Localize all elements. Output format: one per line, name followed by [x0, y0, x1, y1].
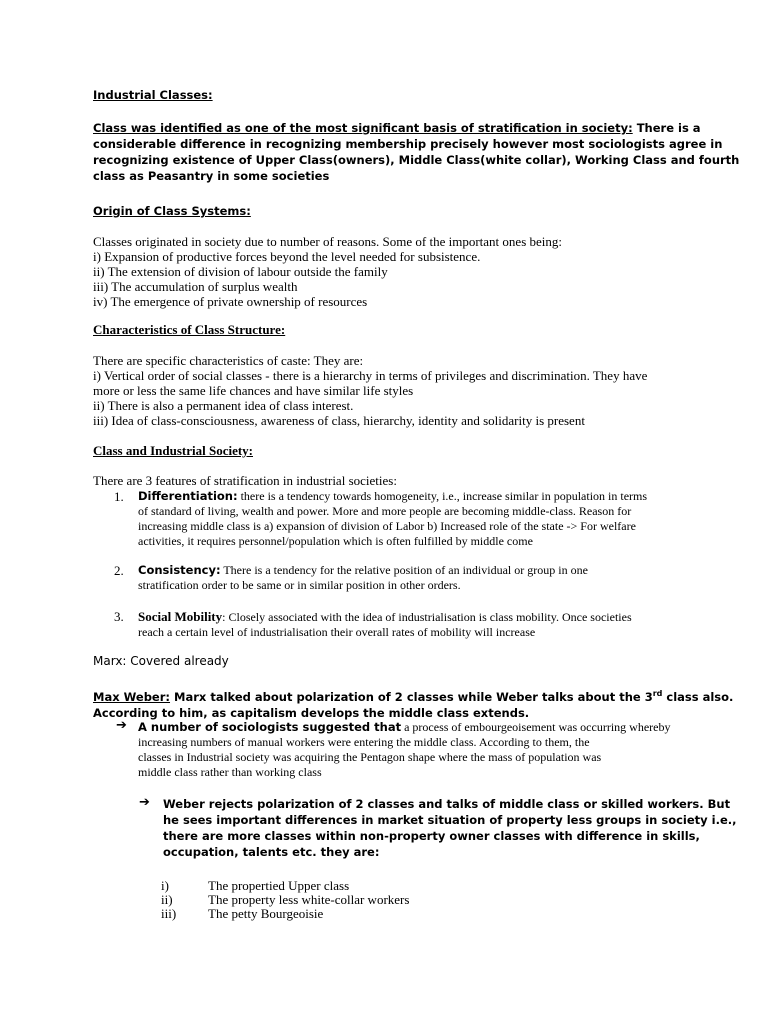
list-item-line: activities, it requires personnel/population which is often fulfilled by middle come	[138, 534, 533, 548]
list-item-line: reach a certain level of industrialisation their overall rates of mobility will increase	[138, 625, 536, 639]
text-span: : Closely associated with the idea of industrialisation is class mobility. Once societies	[222, 610, 632, 624]
paragraph-line: iii) The accumulation of surplus wealth	[93, 279, 298, 294]
roman-number: iii)	[161, 906, 177, 921]
text-span: a process of embourgeoisement was occurring whereby	[401, 720, 671, 734]
superscript: rd	[652, 689, 663, 698]
paragraph-line: he sees important differences in market situation of property less groups in society i.e.,	[163, 813, 737, 827]
paragraph-line: class as Peasantry in some societies	[93, 169, 330, 183]
paragraph-line: iv) The emergence of private ownership of resources	[93, 294, 368, 309]
list-item-text: The property less white-collar workers	[208, 892, 410, 907]
paragraph-line: iii) Idea of class-consciousness, awareness of class, hierarchy, identity and solidarity is present	[93, 413, 585, 428]
paragraph-line: Weber rejects polarization of 2 classes and talks of middle class or skilled workers. But	[163, 797, 731, 811]
list-item-text: The petty Bourgeoisie	[208, 906, 324, 921]
arrow-item-1	[138, 720, 698, 780]
paragraph-characteristics	[93, 353, 693, 428]
list-number: 1.	[114, 489, 124, 504]
heading-class-industrial-society: Class and Industrial Society:	[93, 443, 253, 458]
paragraph-line: i) Vertical order of social classes - there is a hierarchy in terms of privileges and discrimination. They have	[93, 368, 648, 383]
marx-line: Marx: Covered already	[93, 654, 229, 668]
text-span: There is a tendency for the relative position of an individual or group in one	[220, 563, 588, 577]
paragraph-line: ii) There is also a permanent idea of class interest.	[93, 398, 354, 413]
weber-label: Max Weber:	[93, 689, 171, 704]
arrow-right-icon: ➔	[139, 795, 150, 810]
list-item-line: middle class rather than working class	[138, 765, 322, 779]
term: Social Mobility	[138, 609, 223, 624]
list-number: 3.	[114, 609, 124, 624]
paragraph-line: there are more classes within non-property owner classes with difference in skills,	[163, 829, 700, 843]
term: Consistency:	[138, 563, 221, 577]
list-item-social-mobility	[138, 609, 698, 640]
paragraph-origin	[93, 234, 693, 309]
arrow-right-icon: ➔	[116, 718, 127, 733]
lead-underlined: Class was identified as one of the most significant basis of stratification in society:	[93, 121, 633, 135]
paragraph-industrial-classes	[93, 120, 740, 184]
paragraph-weber	[93, 686, 733, 721]
paragraph-line: occupation, talents etc. they are:	[163, 845, 380, 859]
paragraph-intro: There are 3 features of stratification in industrial societies:	[93, 473, 397, 488]
paragraph-line	[93, 120, 713, 136]
heading-industrial-classes: Industrial Classes:	[93, 88, 213, 102]
paragraph-line: recognizing existence of Upper Class(owners), Middle Class(white collar), Working Class and fourth	[93, 153, 740, 167]
paragraph-line: considerable difference in recognizing membership precisely however most sociologists agree in	[93, 137, 723, 151]
arrow-item-2	[163, 796, 737, 860]
paragraph-line: ii) The extension of division of labour outside the family	[93, 264, 388, 279]
text-span: There is a	[632, 121, 701, 135]
paragraph-line: more or less the same life chances and have similar life styles	[93, 383, 414, 398]
list-item-line: stratification order to be same or in similar position in other orders.	[138, 578, 461, 592]
paragraph-line: i) Expansion of productive forces beyond the level needed for subsistence.	[93, 249, 481, 264]
paragraph-line: Classes originated in society due to number of reasons. Some of the important ones being:	[93, 234, 562, 249]
text-span: Marx talked about polarization of 2 classes while Weber talks about the 3	[170, 689, 653, 704]
term: Differentiation:	[138, 489, 238, 503]
roman-number: ii)	[161, 892, 173, 907]
heading-characteristics: Characteristics of Class Structure:	[93, 322, 286, 337]
list-item-text: The propertied Upper class	[208, 878, 350, 893]
paragraph-line: There are specific characteristics of caste: They are:	[93, 353, 364, 368]
heading-origin-class-systems: Origin of Class Systems:	[93, 204, 251, 218]
list-item-line: of standard of living, wealth and power. More and more people are becoming middle-class. Reason for	[138, 504, 632, 518]
lead-text: A number of sociologists suggested that	[138, 720, 402, 734]
roman-number: i)	[161, 878, 169, 893]
list-item-consistency	[138, 563, 698, 593]
list-item-line: increasing numbers of manual workers were entering the middle class. According to them, the	[138, 735, 590, 749]
text-span: class also.	[662, 689, 734, 704]
paragraph-line: According to him, as capitalism develops the middle class extends.	[93, 705, 530, 720]
list-item-line: classes in Industrial society was acquiring the Pentagon shape where the mass of population was	[138, 750, 602, 764]
text-span: there is a tendency towards homogeneity, i.e., increase similar in population in terms	[237, 489, 648, 503]
list-number: 2.	[114, 563, 124, 578]
list-item-differentiation	[138, 489, 698, 549]
list-item-line: increasing middle class is a) expansion of division of Labor b) Increased role of the state -> For welfare	[138, 519, 636, 533]
